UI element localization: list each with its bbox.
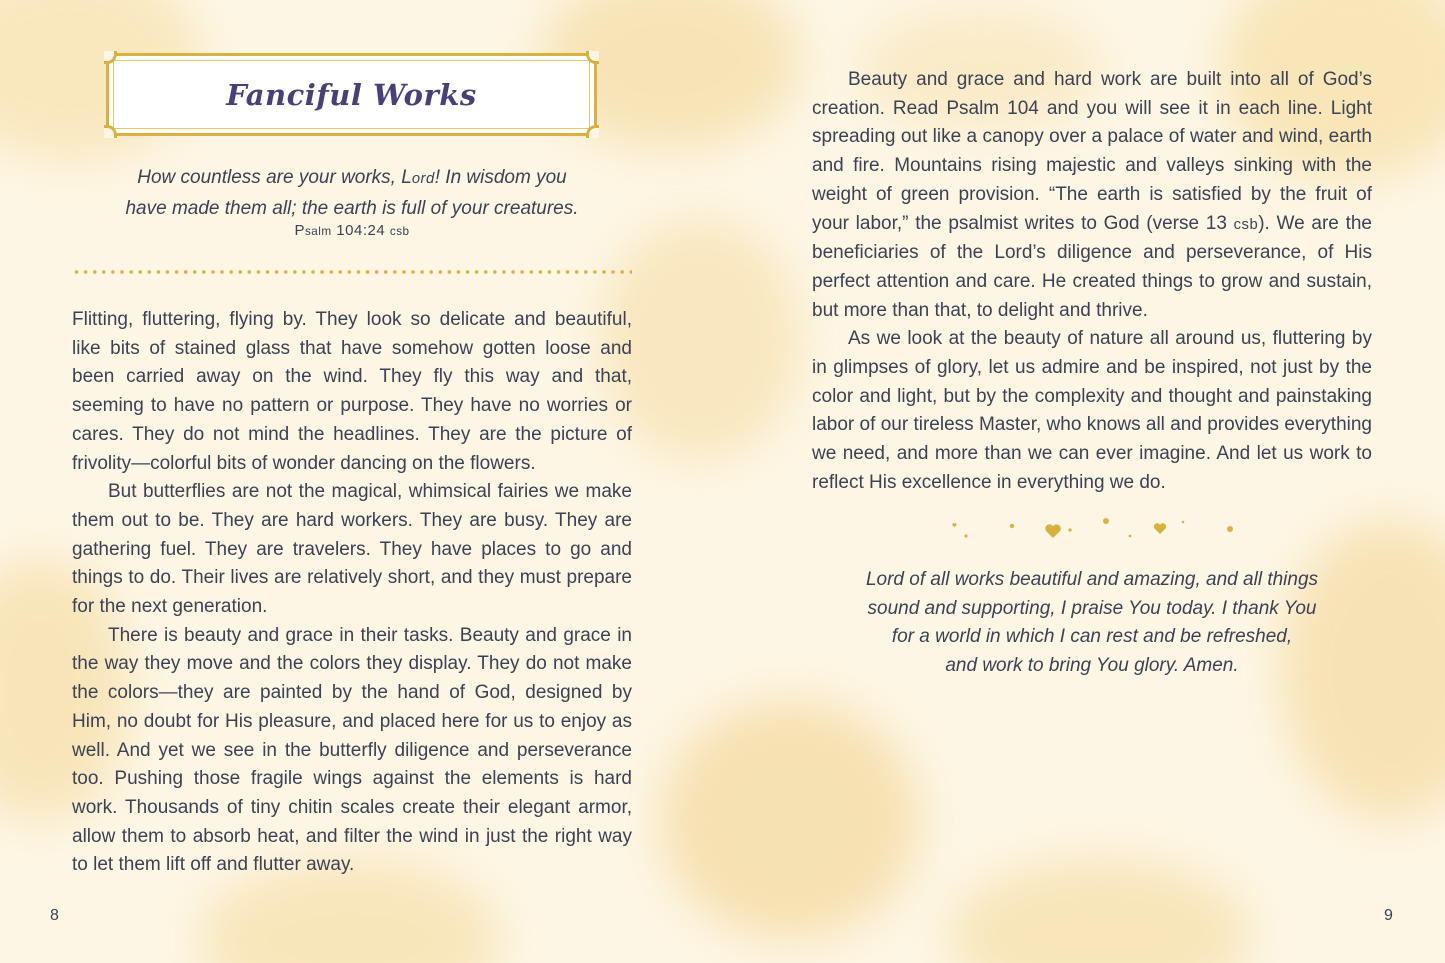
- dot-icon: [1227, 526, 1233, 532]
- closing-prayer: Lord of all works beautiful and amazing, and all things sound and supporting, I praise You today. I thank You for a world in which I can rest and be refreshed, and work to bring You glory. Amen.: [865, 569, 1319, 677]
- paragraph: But butterflies are not the magical, whimsical fairies we make them out to be. They are hard workers. They are busy. They are gathering fuel. They are travelers. They have places to go and things to do. Their lives are relatively short, and they must prepare for the next generation.: [72, 481, 632, 618]
- paragraph: Beauty and grace and hard work are built into all of God’s creation. Read Psalm 104 and you will see it in each line. Light spreading out like a canopy over a palace of water and wind, earth and fire. Mountains rising majestic and valleys sinking with the weight of green provision. “The earth is satisfied by the fruit of your labor,” the psalmist writes to God (verse 13 csb). We are the beneficiaries of the Lord’s diligence and perseverance, of His perfect attention and care. He created things to grow and sustain, but more than that, to delight and thrive.: [812, 69, 1372, 321]
- verse-reference: Psalm 104:24 csb: [294, 222, 410, 239]
- dot-icon: [1103, 518, 1109, 524]
- paragraph: As we look at the beauty of nature all around us, fluttering by in glimpses of glory, let us admire and be inspired, not just by the color and light, but by the complexity and thought and painstaking labor of our tireless Master, who knows all and provides everything we need, and more than we can ever imagine. And let us work to reflect His excellence in everything we do.: [812, 328, 1372, 493]
- page-number-right: 9: [1384, 907, 1393, 924]
- heart-icon: [1154, 523, 1166, 534]
- scripture-verse: How countless are your works, Lord! In wisdom you have made them all; the earth is full of your creatures.: [125, 167, 579, 219]
- title-frame: [106, 53, 597, 136]
- hearts-flourish: [940, 512, 1240, 544]
- dot-icon: [1068, 528, 1071, 531]
- page-title: Fanciful Works: [226, 77, 477, 112]
- paragraph: Flitting, fluttering, flying by. They look so delicate and beautiful, like bits of stained glass that have somehow gotten loose and been carried away on the wind. They fly this way and that, seeming to have no pattern or purpose. They have no worries or cares. They do not mind the headlines. They are the picture of frivolity—colorful bits of wonder dancing on the flowers.: [72, 309, 632, 474]
- dot-icon: [1129, 535, 1132, 538]
- page-number-left: 8: [50, 907, 59, 924]
- heart-icon: [952, 523, 956, 527]
- dot-icon: [964, 534, 967, 537]
- left-body-text: [72, 306, 632, 880]
- dot-icon: [1010, 524, 1014, 528]
- heart-icon: [1045, 524, 1060, 538]
- dotted-divider: [72, 270, 632, 274]
- right-body-text: [812, 66, 1372, 498]
- paragraph: There is beauty and grace in their tasks. Beauty and grace in the way they move and the colors they display. They do not make the colors—they are painted by the hand of God, designed by Him, no doubt for His pleasure, and placed here for us to enjoy as well. And yet we see in the butterfly diligence and perseverance too. Pushing those fragile wings against the elements is hard work. Thousands of tiny chitin scales create their elegant armor, allow them to absorb heat, and filter the wind in just the right way to let them lift off and flutter away.: [72, 624, 632, 876]
- dot-icon: [1182, 521, 1185, 524]
